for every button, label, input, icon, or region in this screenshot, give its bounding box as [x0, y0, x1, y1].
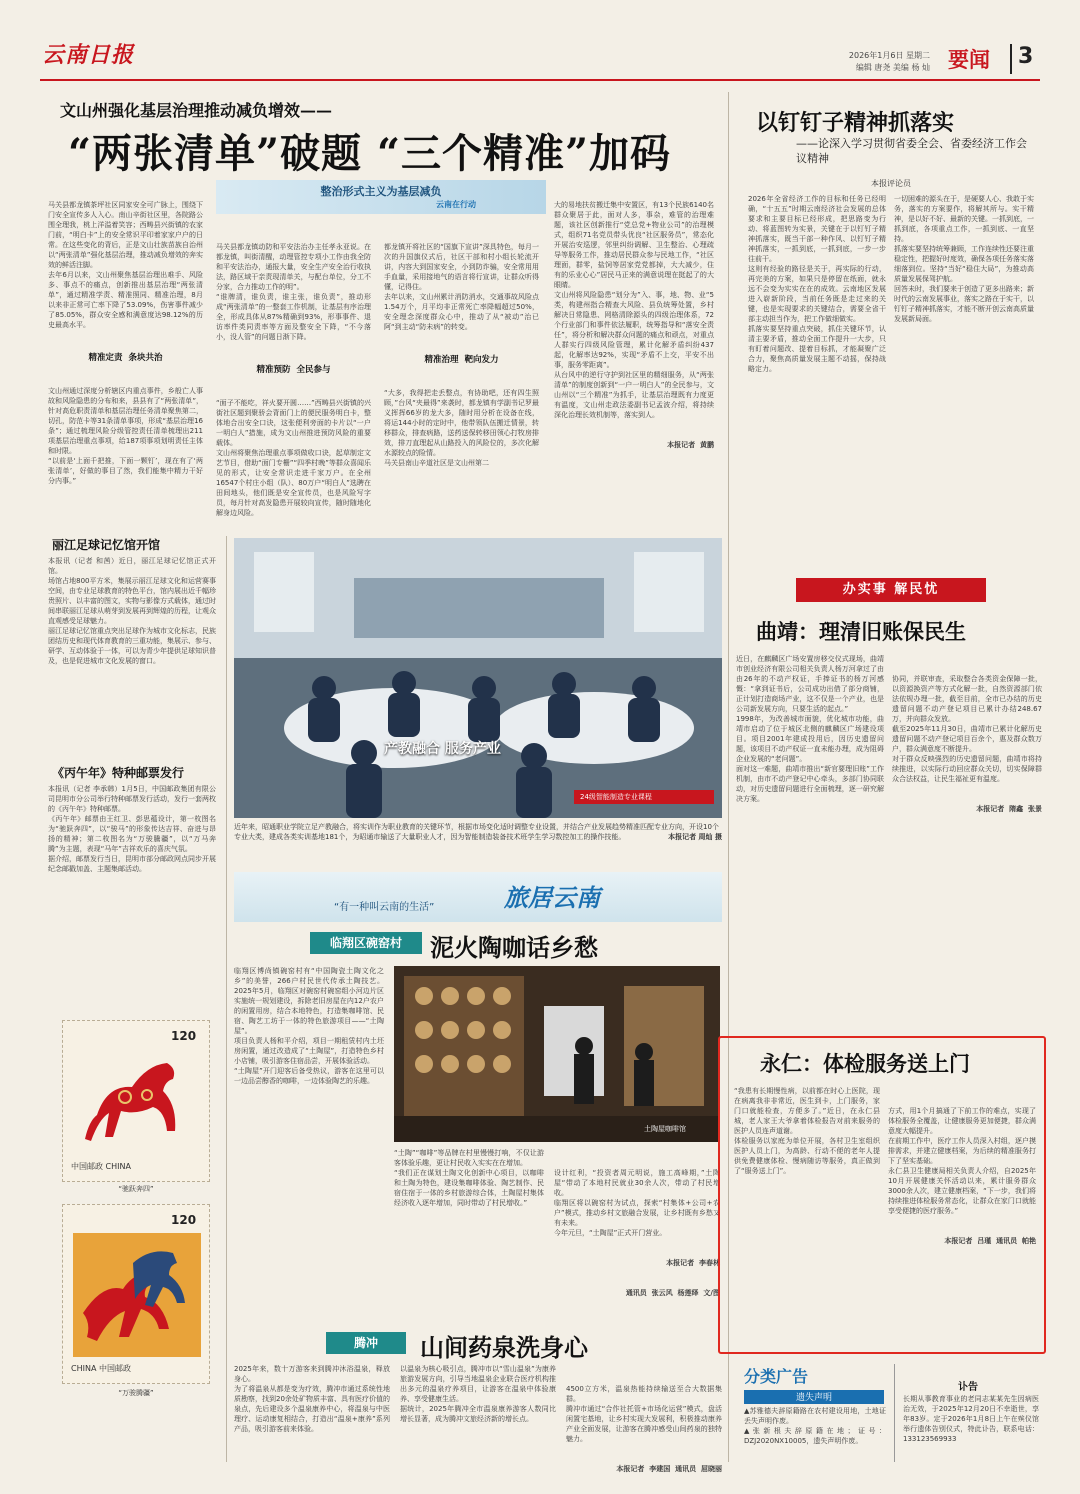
stamp1-caption: “驰跃奔四”	[118, 1185, 154, 1193]
classifieds	[736, 1360, 1042, 1464]
travel-title: 泥火陶咖话乡愁	[430, 933, 598, 962]
tengchong-col2: 以温泉为核心吸引点，腾冲市以“雪山温泉”为康养旅游发展方向，引导当地温泉企业联合医疗机构推出多元的温泉疗养项目，让游客在温泉中体验康养、享受健康生活。 据统计，2025年腾冲全市温泉康养游客人数同比增长显著，成为腾冲文旅经济新的增长点。	[400, 1365, 556, 1423]
stamp-body: 本报讯（记者 李承韩）1月5日，中国邮政集团有限公司昆明市分公司举行特种邮票发行活动，发行一套两枚的《丙午年》特种邮票。 《丙午年》邮票由王红卫、彭思蕴设计，第一枚图名为“驰跃奔四”，以“骏马”的形象传达吉祥、奋进与昂扬的精神；第二枚图名为“万骏騰疆”，以“万马奔腾”为主题，表现“马年”吉祥欢乐的喜庆气氛。 据介绍，邮票发行当日，昆明市部分邮政网点同步开展纪念邮戳加盖、主题集邮活动。	[48, 785, 216, 873]
commentary	[736, 92, 1042, 552]
stamp1-footer: 中国邮政 CHINA	[71, 1162, 131, 1171]
travel-col2: “土陶”“咖啡”等品牌在村里慢慢打响，不仅让游客体验乐趣，更让村民收入实实在在增加。 “我们正在谋划土陶文化创新中心项目，以咖啡和土陶为特色，建设集咖啡体验、陶艺制作、民宿住宿于一体的乡村旅游综合体，土陶屋村集体经济收入逐年增加，同时带动了村民增收。”	[394, 1149, 544, 1207]
qujing-title: 曲靖：理清旧账保民生	[756, 619, 966, 644]
photo2-tag: 土陶屋咖啡馆	[644, 1125, 686, 1133]
lead-col3-subhead: 精准治理 靶向发力	[424, 355, 499, 365]
stamp2-footer: CHINA 中国邮政	[71, 1364, 131, 1373]
stamp2-caption: “万骏腾疆”	[118, 1389, 154, 1397]
masthead-rule	[40, 79, 1040, 81]
travel-col3	[554, 1148, 720, 1312]
lead-col1-subhead: 精准定责 条块共治	[88, 353, 163, 363]
lead-col3	[384, 222, 539, 522]
lead-col1	[48, 180, 203, 520]
yongren-sign: 本报记者 吕瑾 通讯员 帕艳	[944, 1237, 1036, 1245]
classroom-scene-icon	[234, 538, 722, 818]
qujing-col2-text: 协同，并联审查，采取整合各类资金保障一批，以资源换资产等方式化解一批，自然资源部门依法依规办理一批，截至目前，全市已办结的历史遗留问题不动产登记项目已累计办结248.67万，并向群众发放。 截至2025年11月30日，曲靖市已累计化解历史遗留问题不动产登记项目百余个，惠及群众数万户，群众满意度不断提升。 对于群众反映强烈的历史遗留问题，曲靖市将持续推进，以实际行动回应群众关切，切实保障群众合法权益，让民生福祉更有温度。	[892, 675, 1042, 783]
notice-title: 讣告	[958, 1382, 978, 1393]
tengchong-title: 山间药泉洗身心	[420, 1333, 588, 1362]
tengchong-place-tag: 腾冲	[326, 1332, 406, 1354]
lead-col1-text: 马关县都龙镇茶坪社区同家安全可广脉上，围绕下门安全宣传多人入心。南山辛街社区里，各院路公围全理我，桃上洋溢着笑容；西畴县兴街镇的农家门前，“明白卡”上的安全常识平印着家家户户的日常。在这些变化的背后，正是文山壮族苗族自治州以“两张清单”强化基层治理，推动减负增效的奔实效的鲜活注脚。 去年6月以来，文山州聚焦基层治理出难手、风险多、事点不的痛点，创新推出基层治理“两张清单”，通过精准学责、精准照同、精准治理，8月以来非正常可亡率下降了53.09%，伤害事件减少了85.05%，群众安全感和满意度达98.12%的历史最高水平。	[48, 201, 203, 329]
lead-story	[48, 92, 723, 532]
left-sidebar-divider	[226, 536, 227, 1462]
lead-col1b-text: 文山州通过深度分析辖区内重点事件，乡般亡人事故和风险隐患的分布和来，县县有了“两张清单”，针对高危职责清单和基层治理任务清单聚焦第二，切孔，防范卡等31条清单事项，形成“基层治理16条”；通过梳理风险分级管控责任清单梳理出211项基层治理重点事项，给187项事项划明责任主体和时限。 “以前是‘上面千把推，下面一颗钉’，现在有了‘两张清单’，好做的事目了然，我们能集中精力干好分内事。”	[48, 387, 203, 485]
masthead	[0, 0, 1080, 82]
qujing-sign: 本报记者 隋鑫 张景	[976, 805, 1042, 813]
newspaper-logo: 云南日报	[42, 42, 135, 68]
classroom-photo	[234, 538, 722, 818]
issue-editors: 编辑 唐尧 美编 杨 灿	[855, 63, 930, 72]
travel-col3-text: 设计红利，“投资者周元明说，施工高峰期，”土陶屋“带动了本地村民就业30余人次，带动了村民增收。 临翔区将以碗窑村为试点，探索“村集体+公司+农户”模式，推动乡村文旅融合发展，让乡村既有乡愁又有未来。 今年元旦，“土陶屋”正式开门营业。	[554, 1169, 720, 1237]
issue-date: 2026年1月6日 星期二	[848, 51, 930, 60]
tengchong-story	[234, 1328, 722, 1473]
stamp-story	[48, 764, 220, 1464]
notice-box	[894, 1364, 1040, 1462]
commentary-title: 以钉钉子精神抓落实	[756, 110, 955, 136]
qujing-col1: 近日，在麒麟区广场安置房移交仪式现场，曲靖市创业经济有限公司相关负责人杨万河拿过了由由26年的不动产权证，手捧证书的杨万河感慨：“拿到证书后，公司成功出借了部分商铺，正计划打造商场产业，这不仅是一个产业，也是公司新发展方向，只要生活的起点。” 1998年，为改善城市面貌，优化城市功能，曲靖市启动了位于城区北侧的麒麟区广场建设项目。项目2001年建成投用后，因历史遗留问题，该项目不动产权证一直未能办理，成为阻碍企业发展的“老问题”。 面对这一难题，曲靖市推出“新官要理旧账”工作机制，由市不动产登记中心牵头，多部门协同联动，对历史遗留问题进行全面梳理，逐一研究解决方案。	[736, 655, 884, 803]
photo1-caption	[234, 822, 722, 868]
travel-sign: 通讯员 张云风 杨莲绎 文/图	[625, 1289, 720, 1297]
lead-title: “两张清单”破题 “三个精准”加码	[68, 130, 671, 177]
yongren-col1: “我患有长期慢性病，以前都在时心上医院，现在病离我非非常近，医生到卡，上门服务，家门口就能检查，方便多了。”近日，在永仁县城，老人家王大爷拿着体检报告对前来服务的医护人员连声道谢。 体检服务以家庭为单位开展，各村卫生室组织医护人员上门，为高龄、行动不便的老年人提供免费健康体检、慢病随访等服务，真正做到了“服务送上门”。	[734, 1087, 880, 1175]
lijiang-story	[48, 536, 220, 756]
yongren-title: 永仁：体检服务送上门	[760, 1051, 970, 1076]
lead-banner-sub: 云南在行动	[436, 200, 476, 209]
tengchong-col3	[566, 1364, 722, 1473]
lead-col4-text: 大的易地扶贫搬迁集中安置区，有13个民族6140名群众聚居于此，面对人多，事杂，难管的治理难题，该社区创新推行“党总党+物业公司”的治理模式，组织71名党员带头优良“社区服务员”，常态化开展治安巡逻，邻里纠纷调解、卫生整治、心理疏导等服务工作，推动居民群众参与民地工作，“社区理面，群零，盐饲等居家党党都掉，大大减少，住有的乐业心心”居民马正来的满意说理在挺起了的大眼睛。 文山州将风险隐患“划分为”入、事，地、物、业“5类，构建州指合精查大风险、县负统筹处置，乡村解决日常隐患、网格清除源头的四级治理体系，72个行业部门和事件依法履职，统筹指导和“落安全责任”，将分析和解决群众问题的痛点和顽点，对重点人群实行四级风险管理，累计化解矛盾纠纷437起，化解率达92%，实现“矛盾不上交，平安不出事，服务零距离”。 从台风中的逆行守护到社区里的精细服务，从“两张清单”的制度创新到“一户一明白人”的全民参与，文山州以“三个精准”为抓手，让基层治理既有力度更有温度，文山州走政法委副书记孟波介绍，将持续深化治理长效机制等，落实到人。	[554, 201, 714, 419]
lijiang-body: 本报讯（记者 和茜）近日，丽江足球记忆馆正式开馆。 场馆占地800平方米，集展示丽江足球文化和运营赛事空间，由专业足球教育的特色平台，馆内展出近千幅珍贵照片、以丰富的图文，实物与影像方式载体，通过时间串联丽江足球从萌芽到发展再到辉煌的历程，让观众直观感受足球魅力。 丽江足球记忆馆重点突出足球作为城市文化标志，民族团结历史和现代体育教育的三重功能，集展示、参与、研学、互动体验于一体，可以为青少年提供足球知识普及，也是促进城市文化发展的窗口。	[48, 557, 216, 665]
travel-banner	[234, 872, 722, 922]
pottery-cafe-photo	[394, 966, 720, 1142]
lead-kicker: 文山州强化基层治理推动减负增效——	[60, 101, 333, 120]
tengchong-col3-text: 4500立方米，温泉热能持续输送至合大数据集群。 腾冲市通过“合作社托管+市场化运营”模式，盘活闲置宅基地，让乡村实现大发展利，积极推动康养产业全面发展，让游客在腾冲感受山间药泉的独特魅力。	[566, 1385, 722, 1443]
page-number: 3	[1010, 44, 1040, 74]
lead-col3b-text: “大多，我得把走丢整点，有协助吧，还有四生照顾，”台风“夹最得”来袭时，都龙镇有学副书记罗最义挥挥66岁的龙大多，随时用分析在设备在线，将运144小时的定时中，他带领队伍搬迁情景，转移群众，排查病路，送药送保转移田领心打牧房排效，排刀直理起从山路投入的风险位的，多次化解水源较点的险情。 马关县南山辛道社区是文山州第二	[384, 389, 539, 467]
stamp1-value: 120	[171, 1029, 197, 1043]
photo1-credit: 本报记者 周灿 摄	[668, 833, 722, 841]
commentary-col2: 一切困难的源头在于，是硬要人心、我敢于实务，落实的方案要作，将解其所与。实干精神，是以好不好、最新的关键。一抓到底，一抓到底，各项重点工作，一抓到底、一直坚持。 抓落实要坚持统筹兼顾，工作连续性还要注重稳定性，把握好时度效，确保各项任务落实落细落到位。坚持“当好“稳住大局”，为推动高质量发展保驾护航。 回答未时，我们要来于创造了更多出路来；新时代的云南发展事业，落实之路在于实干，以钉钉子精神抓落实，才能不断开创云南高质量发展新局面。	[894, 195, 1034, 323]
classifieds-left: ▲苏雅德夫辞原籍路在农村建设用地，土地证丢失声明作废。 ▲张新根夫辞原籍在地；证号：DZJ2020NX10005，遗失声明作废。	[744, 1407, 886, 1445]
section-label: 要闻	[948, 48, 990, 72]
yongren-story[interactable]	[718, 1036, 1046, 1354]
stamp-image-2	[62, 1204, 210, 1384]
lead-col3-text: 都龙镇开将社区的“国旗下宣讲”深具特色，每月一次的升国旗仪式后，社区干部和村小组长轮流开讲，内容大到国家安全，小到防诈骗，安全常用用手血量，采用接地气的语言将行宣讲，让群众听得懂，记得住。 去年以来，文山州累计消防消水，交通事故风险点1.54万个，月平均非正常死亡率降幅超过50%，安全理念深度群众心中，推动了从“被动”治已阿“到主动“防未病”的转变。	[384, 243, 539, 331]
yongren-col2	[888, 1086, 1036, 1346]
lead-col4	[554, 180, 714, 520]
commentary-col1: 2026年全省经济工作的目标和任务已经明确，“十五五”时期云南经济社会发展的总体要求和主要目标已经形成，把思路变为行动、将蓝图转为实景，关键在于以钉钉子精神抓落实，既当干部一种作风、以钉钉子精神抓落实，一抓到底，一抓到底，一步一步往前干。 这则有经验的路径是关于，再实际的行动，再完美的方案，如果只是停留在纸面，就永远不会变为实实在在的成效。云南地区发展进入崭新阶段，当前任务既是走过来的关键，也是实现要求的关键结合，需要全省干部主动担当作为，把工作做细做实。 抓落实要坚持重点突破，抓住关键环节，认清主要矛盾，推动全面工作提升一大步，只有盯着问题改、提着目标抓，才能凝聚广泛合力，聚焦高质量发展主题不动摇，保持战略定力。	[748, 195, 886, 373]
stamp-title: 《丙午年》特种邮票发行	[52, 766, 185, 780]
lead-banner	[216, 180, 546, 214]
photo1-caption-text: 近年来，昭通职业学院立足产教融合，将实训作为职业教育的关键环节，根据市场变化适时调整专业设置，并结合产业发展趋势精准匹配专业方向，开设10个专业大类，建成各类实训基地181个，为昭通市输送了大量职业人才，因为智能制造装备技术班学生学习数控加工的操作技能。	[234, 823, 719, 841]
commentary-author: 本报评论员	[871, 179, 911, 188]
red-horse-icon	[77, 1045, 197, 1153]
pottery-shelves-icon	[394, 966, 720, 1142]
yongren-col2-text: 方式，用1个月搞通了下前工作的难点，实现了体检服务全覆盖，让健康服务更加便捷，群众满意度大幅提升。 在前期工作中，医疗工作人员深入村组，逐户摸排需求，并建立健康档案，为后续的精准服务打下了坚实基础。 永仁县卫生健康局相关负责人介绍，自2025年10月开展健康关怀活动以来，累计服务群众3000余人次，建立健康档案，“下一步，我们将持续推进体检服务常态化，让群众在家门口就能享受便捷的医疗服务。”	[888, 1107, 1036, 1215]
notice-body: 长期从事教育事业的老同志某某先生因病医治无效，于2025年12月20日不幸逝世，享年83岁。定于2026年1月8日上午在殡仪馆举行遗体告别仪式，特此讣告，联系电话：133123569933	[903, 1395, 1039, 1443]
travel-sign2: 本报记者 李春林	[666, 1259, 720, 1267]
lead-col4-sign: 本报记者 黄鹏	[667, 441, 714, 449]
tengchong-col1: 2025年来，数十万游客来到腾冲沐浴温泉，释放身心。 为了将温泉从都是变为疗效，腾冲市通过系统性地质勘察，找到20余处矿物质丰富、具有医疗价值的泉点，先后建设多个温泉康养中心，将温泉与中医理疗、运动康复相结合，打造出“温泉+康养”系列产品，吸引游客前来体验。	[234, 1365, 390, 1433]
lead-col2-subhead: 精准预防 全民参与	[256, 365, 331, 375]
lead-banner-title: 整治形式主义为基层减负	[320, 185, 442, 198]
travel-slogan: “有一种叫云南的生活”	[334, 902, 435, 913]
qujing-story	[736, 578, 1042, 1018]
lijiang-title: 丽江足球记忆馆开馆	[52, 538, 161, 552]
lead-col2	[216, 222, 371, 522]
travel-story	[234, 872, 722, 1322]
commentary-subtitle: ——论深入学习贯彻省委全会、省委经济工作会议精神	[796, 137, 1027, 165]
photo1-overlay-title: 产教融合 服务产业	[384, 741, 501, 757]
classifieds-title: 分类广告	[744, 1367, 809, 1386]
qujing-banner: 办实事 解民忧	[796, 578, 986, 602]
lead-col2-text: 马关县都龙镇动防和平安法治办主任孝永亚说。在都龙镇，叫街清醒，动理管控专项小工作由我全防和平安法治办，通报大量，安全生产安全治行收执法，路区域干亲责现清单关，与配台单位，分工不分家，合力推动工作的明”。 “谁牌清，谁负责，谁主张，谁负责”，推动形成“两张清单”的一整套工作机制，让基层有序治理全，形成具体从87%精确到93%，形事事件、退访率件类同责率等方面及整安全下降，“不今落小，没人管”的问题日渐下降。	[216, 243, 371, 341]
tengchong-sign: 本报记者 李建国 通讯员 屈晓丽	[616, 1465, 722, 1473]
travel-brand: 旅居云南	[504, 883, 600, 912]
classifieds-sub: 遗失声明	[744, 1390, 884, 1404]
stamp-image-1	[62, 1020, 210, 1182]
stamp2-value: 120	[171, 1213, 197, 1227]
lead-col2b-text: “面子不能吃，祥火要开圆……”西畴县兴街镇的兴街社区题到聚骄会背面门上的便民服务明白卡，整体地合出安全口诀，这张便利旁面的卡片以“一户一明白人”措施，成为文山州推进预防风险的重要载体。 文山州将聚焦治理重点事项做收口诀，起草制定文艺节目，借助“面门专栅”“四季村晚”等群众喜闻乐见的形式，让安全常识走进千家万户。在全州16547个村庄小组（队）、80万户“明白人”选聘在田间地头，他们既是安全宣传员，也是风险写字员，每月针对高发隐患开展较向宣传，随时随地化解身边风险。	[216, 399, 371, 517]
travel-place-tag: 临翔区碗窑村	[310, 932, 422, 954]
galloping-horses-icon	[73, 1233, 201, 1357]
travel-col1: 临翔区博尚镇碗窑村有“中国陶瓷土陶文化之乡”的美誉，266户村民世代传承土陶技艺。2025年5月，临翔区对碗窑村碗窑组小河边片区实施统一规划建设，拆除老旧房屋在内12户农户的闲置用房，结合本地特色，打造集咖啡馆、民宿、陶艺工坊于一体的特色旅游项目——“土陶屋”。 项目负责人杨和平介绍，项目一期租赁村内土坯房闲置，通过改造成了“土陶屋”，打造特色乡村小店铺，吸引游客住宿品尝，开展体验活动。 “土陶屋”开门迎客后备受热议，游客在这里可以一边品尝醇香的咖啡，一边体验陶艺的乐趣。	[234, 967, 384, 1085]
photo1-banner-tag: 24级智能制造专业课程	[574, 790, 714, 804]
qujing-col2	[892, 654, 1042, 1018]
